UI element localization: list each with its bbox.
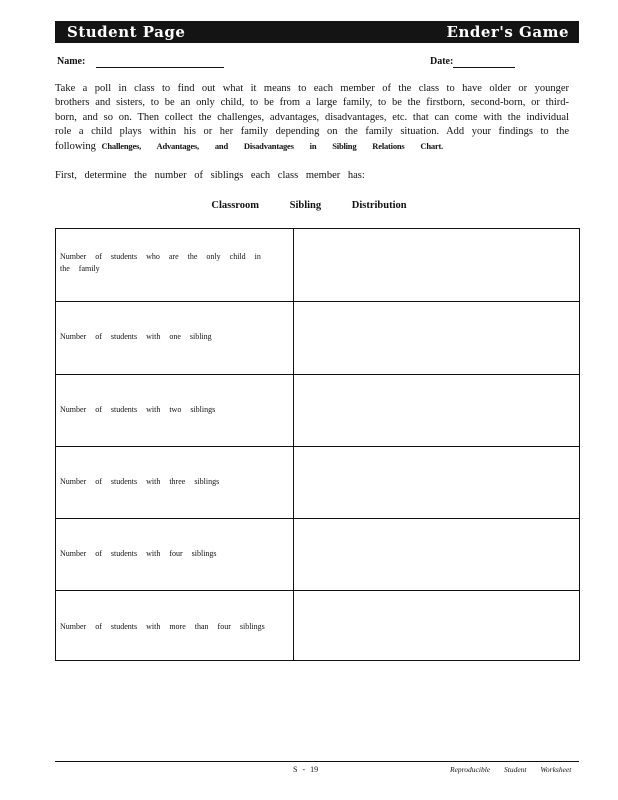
answer-cell[interactable] <box>294 375 578 447</box>
date-field[interactable] <box>453 67 515 68</box>
answer-cell[interactable] <box>294 302 578 374</box>
row-label: Number of students with four siblings <box>60 549 217 558</box>
row-label: Number of students with three siblings <box>60 477 220 486</box>
table-row <box>56 518 579 591</box>
answer-cell[interactable] <box>294 519 578 591</box>
row-label: Number of students who are the only child in the family <box>60 252 261 273</box>
instruction-line: First, determine the number of siblings each class member has: <box>55 170 365 181</box>
table-row <box>56 446 579 519</box>
intro-text: Take a poll in class to find out what it means to each member of the class to have older or younger brothers and sisters, to be an only child, to be from a large family, to be the firstborn, second-born, or third-born, and so on. Then collect the challenges, advantages, disadvantages, etc. that can come with the individual role a child plays within his or her family depending on the family situation. Add your findings to the following <box>55 83 569 153</box>
row-label: Number of students with two siblings <box>60 405 216 414</box>
date-label: Date: <box>430 56 454 67</box>
book-title: Ender's Game <box>446 23 569 41</box>
row-label: Number of students with one sibling <box>60 332 212 341</box>
sibling-distribution-table <box>55 228 580 661</box>
page-title: Student Page <box>67 23 186 41</box>
table-row <box>56 301 579 374</box>
table-row <box>56 229 579 301</box>
name-label: Name: <box>57 56 86 67</box>
intro-paragraph <box>55 82 569 154</box>
table-title: Classroom Sibling Distribution <box>211 200 407 211</box>
row-label: Number of students with more than four siblings <box>60 622 265 631</box>
answer-cell[interactable] <box>294 591 578 661</box>
table-row <box>56 374 579 447</box>
answer-cell[interactable] <box>294 229 578 301</box>
chart-terms: Challenges, Advantages, and Disadvantages in Sibling Relations Chart. <box>101 141 444 152</box>
footer-divider <box>55 761 579 762</box>
footer-note: Reproducible Student Worksheet <box>450 765 572 774</box>
page-number: S - 19 <box>293 765 319 774</box>
table-row <box>56 590 579 661</box>
header-bar <box>55 21 579 43</box>
name-field[interactable] <box>96 67 224 68</box>
answer-cell[interactable] <box>294 447 578 519</box>
